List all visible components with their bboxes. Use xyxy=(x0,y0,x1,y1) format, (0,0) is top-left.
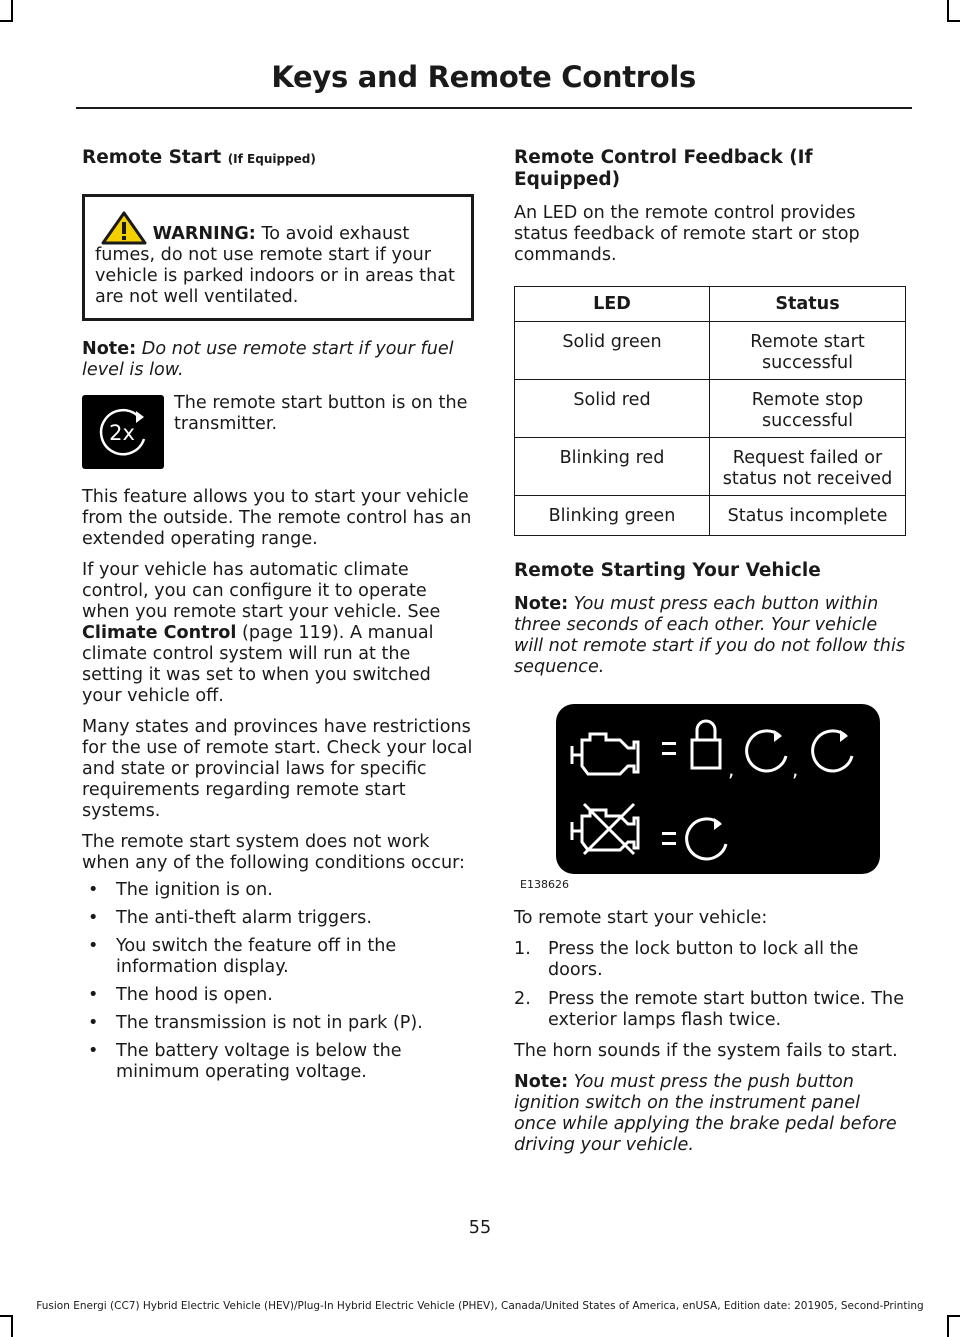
paragraph: An LED on the remote control provides status feedback of remote start or stop commands. xyxy=(514,203,860,265)
page-header-title: Keys and Remote Controls xyxy=(271,60,696,94)
lock-icon xyxy=(692,721,720,768)
page-number: 55 xyxy=(468,1218,492,1238)
crop-mark xyxy=(11,1315,13,1337)
crop-mark xyxy=(947,20,960,22)
list-item: • The transmission is not in park (P). xyxy=(82,1013,474,1034)
left-column xyxy=(82,147,474,1090)
remote-start-button-icon xyxy=(82,395,164,469)
arrow xyxy=(774,730,782,742)
section-heading-remote-starting: Remote Starting Your Vehicle xyxy=(514,560,821,581)
note-label: Note: xyxy=(82,339,137,359)
note-ignition xyxy=(514,1072,906,1156)
steps-list xyxy=(514,939,906,1031)
warning-triangle-icon xyxy=(101,211,147,245)
table-cell: Blinking green xyxy=(515,496,710,536)
arrow xyxy=(840,730,848,742)
note-text: Do not use remote start if your fuel level is low. xyxy=(82,339,454,380)
paragraph: The remote start system does not work when any of the following conditions occur: xyxy=(82,832,465,873)
table-cell: Blinking red xyxy=(515,438,710,496)
table-row xyxy=(515,438,906,496)
heading-text: Remote Start xyxy=(82,147,222,168)
crop-mark xyxy=(0,1315,13,1317)
table-cell: Solid red xyxy=(515,380,710,438)
column-header: Status xyxy=(710,287,906,322)
list-item: • The hood is open. xyxy=(82,985,474,1006)
paragraph: The horn sounds if the system fails to start. xyxy=(514,1041,898,1061)
note-label: Note: xyxy=(514,594,569,614)
crop-mark xyxy=(11,0,13,22)
led-status-table xyxy=(514,286,906,536)
remote-start-sequence-figure xyxy=(514,698,906,894)
table-cell: Request failed or status not received xyxy=(710,438,906,496)
table-row xyxy=(515,380,906,438)
remote-start-2x-icon xyxy=(82,395,164,469)
icon-description xyxy=(174,393,476,445)
engine-icon xyxy=(572,734,638,774)
equals-icon xyxy=(662,832,676,845)
note-label: Note: xyxy=(514,1072,569,1092)
list-item: • The ignition is on. xyxy=(82,880,474,901)
note-sequence xyxy=(514,594,906,678)
list-item: • The battery voltage is below the minimum operating voltage. xyxy=(82,1041,474,1083)
paragraph: To remote start your vehicle: xyxy=(514,908,768,928)
text: (page 119). A manual climate control system will run at the setting it was set to when you switched your vehicle off. xyxy=(82,623,434,706)
remote-start-icon-row xyxy=(82,395,474,477)
comma: , xyxy=(728,757,735,781)
crop-mark xyxy=(947,1315,949,1337)
table-row xyxy=(515,322,906,380)
list-item: • The anti-theft alarm triggers. xyxy=(82,908,474,929)
list-item xyxy=(514,989,906,1031)
step-number: 1. xyxy=(514,939,531,959)
crop-mark xyxy=(947,0,949,22)
step-text: Press the remote start button twice. The exterior lamps flash twice. xyxy=(548,989,905,1030)
table-cell: Solid green xyxy=(515,322,710,380)
table-row xyxy=(515,496,906,536)
crop-mark xyxy=(0,20,13,22)
icon-badge-text: 2x xyxy=(109,421,135,445)
note-fuel xyxy=(82,339,474,381)
paragraph: Many states and provinces have restrictions for the use of remote start. Check your local and state or provincial laws for specific requirements regarding remote start systems. xyxy=(82,717,473,821)
figure-panel xyxy=(556,704,880,874)
list-item: • You switch the feature off in the information display. xyxy=(82,936,474,978)
warning-box xyxy=(82,194,474,321)
warning-text: To avoid exhaust fumes, do not use remote start if your vehicle is parked indoors or in areas that are not well ventilated. xyxy=(95,224,455,307)
crop-mark xyxy=(947,1315,960,1317)
note-text: You must press each button within three seconds of each other. Your vehicle will not remote start if you do not follow this sequence. xyxy=(514,594,906,677)
warning-label: WARNING: xyxy=(152,224,256,244)
paragraph: This feature allows you to start your vehicle from the outside. The remote control has an extended operating range. xyxy=(82,487,472,549)
table-cell: Remote start successful xyxy=(710,322,906,380)
engine-off-icon xyxy=(572,804,638,854)
table-header-row xyxy=(515,287,906,322)
step-number: 2. xyxy=(514,989,531,1009)
header-rule xyxy=(76,107,912,109)
figure-id: E138626 xyxy=(520,878,569,891)
page-footer: Fusion Energi (CC7) Hybrid Electric Vehicle (HEV)/Plug-In Hybrid Electric Vehicle (PHEV), Canada/United States of America, enUSA, Edition date: 201905, Second-Printing xyxy=(36,1300,924,1312)
list-item xyxy=(514,939,906,981)
comma: , xyxy=(792,757,799,781)
equals-icon xyxy=(662,742,676,755)
note-text: You must press the push button ignition switch on the instrument panel once while applying the brake pedal before driving your vehicle. xyxy=(514,1072,897,1155)
section-heading-remote-start xyxy=(82,147,474,170)
section-heading-feedback: Remote Control Feedback (If Equipped) xyxy=(514,147,813,190)
text: If your vehicle has automatic climate control, you can configure it to operate when you remote start your vehicle. See xyxy=(82,560,441,622)
conditions-list xyxy=(82,880,474,1083)
right-column xyxy=(514,147,906,1166)
column-header: LED xyxy=(515,287,710,322)
table-cell: Status incomplete xyxy=(710,496,906,536)
table-cell: Remote stop successful xyxy=(710,380,906,438)
step-text: Press the lock button to lock all the doors. xyxy=(548,939,859,980)
paragraph-climate xyxy=(82,560,474,707)
heading-suffix: (If Equipped) xyxy=(227,152,316,166)
sequence-diagram xyxy=(556,704,880,874)
icon-description-text: The remote start button is on the transmitter. xyxy=(174,393,468,434)
arrow xyxy=(714,818,722,830)
cross-reference-link[interactable]: Climate Control xyxy=(82,623,237,643)
